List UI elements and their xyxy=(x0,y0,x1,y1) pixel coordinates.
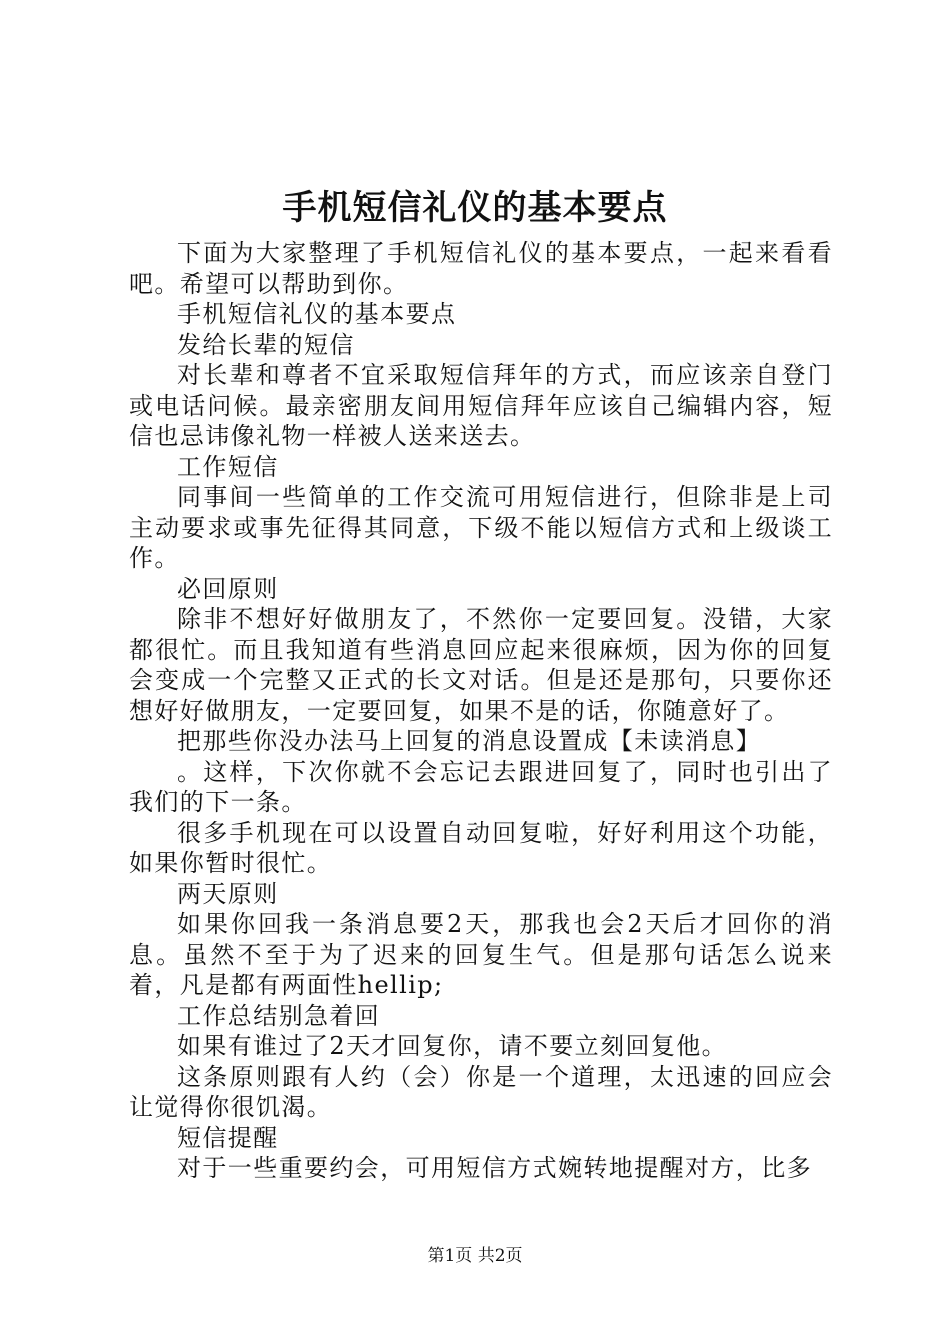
paragraph: 这条原则跟有人约（会）你是一个道理，太迅速的回应会让觉得你很饥渴。 xyxy=(129,1062,833,1121)
paragraph: 把那些你没办法马上回复的消息设置成【未读消息】 xyxy=(177,727,762,755)
paragraph: 很多手机现在可以设置自动回复啦，好好利用这个功能，如果你暂时很忙。 xyxy=(129,818,833,877)
paragraph: 。这样，下次你就不会忘记去跟进回复了，同时也引出了我们的下一条。 xyxy=(129,757,833,816)
section-heading: 工作短信 xyxy=(177,452,279,481)
page-number-footer: 第1页 共2页 xyxy=(427,1246,523,1266)
paragraph: 对于一些重要约会，可用短信方式婉转地提醒对方，比多 xyxy=(177,1154,812,1182)
paragraph: 如果有谁过了2天才回复你，请不要立刻回复他。 xyxy=(177,1032,728,1060)
paragraph: 对长辈和尊者不宜采取短信拜年的方式，而应该亲自登门或电话问候。最亲密朋友间用短信拜年应该自己编辑内容，短信也忌讳像礼物一样被人送来送去。 xyxy=(129,361,833,450)
section-heading: 必回原则 xyxy=(177,574,279,603)
paragraph-intro: 下面为大家整理了手机短信礼仪的基本要点，一起来看看吧。希望可以帮助到你。 xyxy=(129,239,833,298)
section-heading: 短信提醒 xyxy=(177,1123,279,1152)
paragraph: 同事间一些简单的工作交流可用短信进行，但除非是上司主动要求或事先征得其同意，下级不能以短信方式和上级谈工作。 xyxy=(129,483,833,572)
paragraph: 除非不想好好做朋友了，不然你一定要回复。没错，大家都很忙。而且我知道有些消息回应起来很麻烦，因为你的回复会变成一个完整又正式的长文对话。但是还是那句，只要你还想好好做朋友，一定要回复，如果不是的话，你随意好了。 xyxy=(129,605,833,725)
section-heading: 两天原则 xyxy=(177,879,279,908)
section-heading: 工作总结别急着回 xyxy=(177,1001,381,1030)
section-heading: 发给长辈的短信 xyxy=(177,330,355,359)
section-heading: 手机短信礼仪的基本要点 xyxy=(177,300,457,328)
paragraph: 如果你回我一条消息要2天，那我也会2天后才回你的消息。虽然不至于为了迟来的回复生气。但是那句话怎么说来着，凡是都有两面性hellip; xyxy=(129,910,833,999)
page-title: 手机短信礼仪的基本要点 xyxy=(282,188,668,228)
document-body xyxy=(129,238,833,1184)
